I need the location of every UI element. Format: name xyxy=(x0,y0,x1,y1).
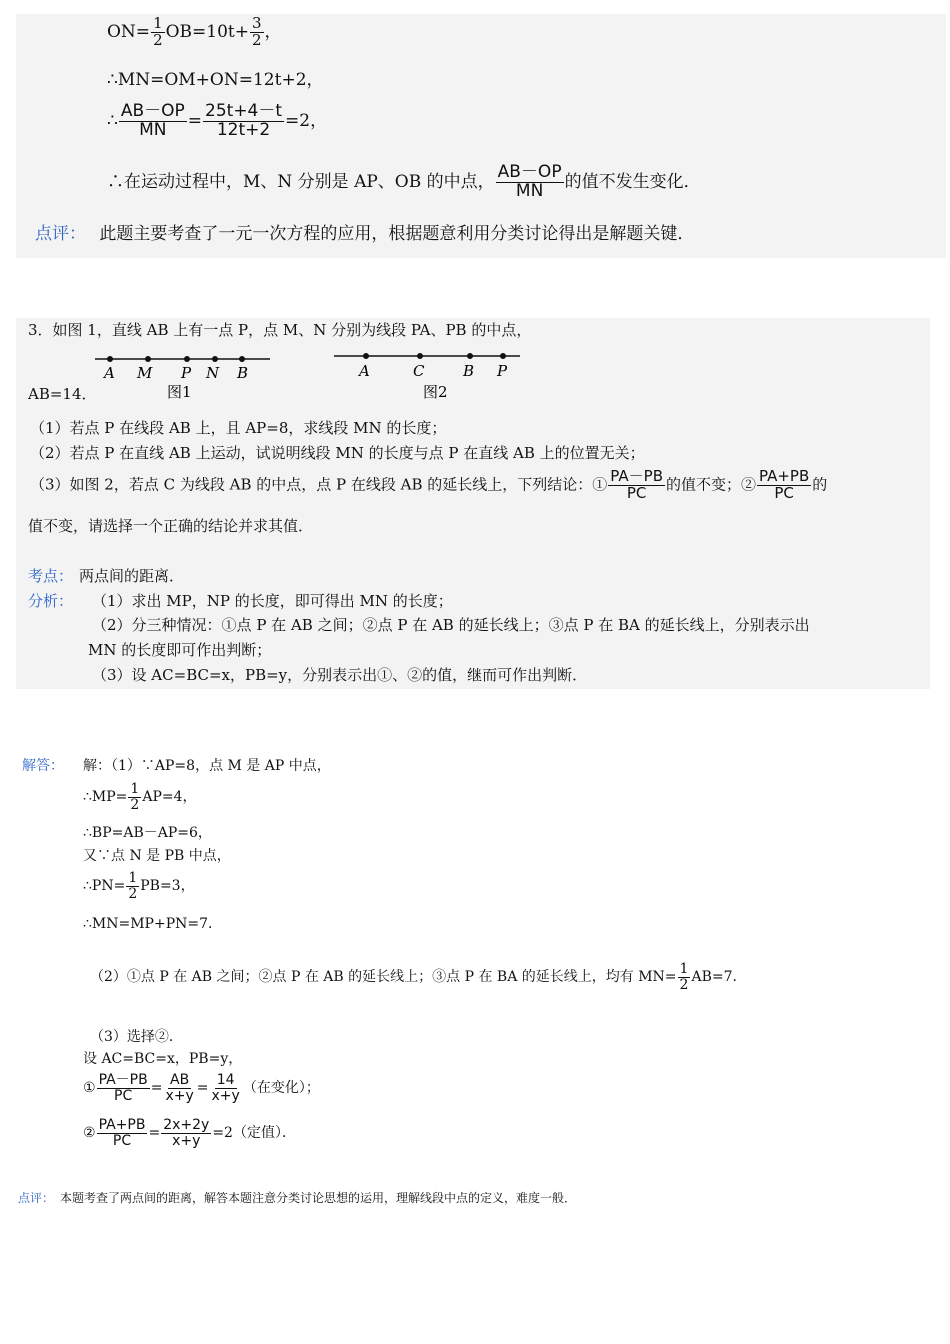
fraction: $\frac{PA-PB}{PC}$ xyxy=(610,467,663,502)
fraction: $\frac{PA-PB}{PC}$ xyxy=(98,1072,148,1104)
point-label: P xyxy=(181,364,192,382)
figure-2 xyxy=(330,345,530,401)
ab-length: AB=14． xyxy=(28,385,97,403)
kaodian-label: 考点： xyxy=(28,567,74,585)
question-stem: 3．如图 1，直线 AB 上有一点 P，点 M、N 分别为线段 PA、PB 的中点， xyxy=(28,321,532,339)
fenxi-2-cont: MN 的长度即可作出判断； xyxy=(88,641,272,659)
figure-1 xyxy=(95,348,280,402)
point-label: N xyxy=(206,364,220,382)
fraction: $\frac{1}{2}$ xyxy=(128,870,138,902)
fraction: $\frac{3}{2}$ xyxy=(252,14,262,49)
answer-part-3: （3）选择②． xyxy=(90,1029,183,1045)
comment-label: 点评： xyxy=(35,224,86,244)
on-equation: ON= $\frac{1}{2}$ OB=10t+ $\frac{3}{2}$ ， xyxy=(107,14,282,49)
fraction: $\frac{1}{2}$ xyxy=(130,781,140,813)
point-label: C xyxy=(413,362,425,380)
answer-line-3: ∴BP=AB－AP=6， xyxy=(83,825,212,841)
fenxi-2: （2）分三种情况：①点 P 在 AB 之间；②点 P 在 AB 的延长线上；③点 P 在 BA 的延长线上，分别表示出 xyxy=(92,616,810,634)
fraction: $\frac{14}{x+y}$ xyxy=(211,1072,240,1104)
answer-comment xyxy=(18,1192,576,1204)
answer-line-5: ∴PN= $\frac{1}{2}$ PB=3， xyxy=(83,870,195,902)
point-label: P xyxy=(497,362,508,380)
figure-caption: 图2 xyxy=(423,383,448,401)
point-label: A xyxy=(104,364,115,382)
comment-text: 此题主要考查了一元一次方程的应用，根据题意利用分类讨论得出是解题关键． xyxy=(99,224,695,244)
comment-label: 点评： xyxy=(18,1191,55,1205)
fenxi-label: 分析： xyxy=(28,592,74,610)
answer-line-1: 解：（1）∵AP=8，点 M 是 AP 中点， xyxy=(83,758,331,774)
top-comment xyxy=(35,226,694,243)
point-label: B xyxy=(237,364,249,382)
answer-part-2: （2）①点 P 在 AB 之间；②点 P 在 AB 的延长线上；③点 P 在 BA 的延长线上，均有 MN= $\frac{1}{2}$ AB=7． xyxy=(90,961,747,993)
question-part-2: （2）若点 P 在直线 AB 上运动，试说明线段 MN 的长度与点 P 在直线 AB 上的位置无关； xyxy=(30,444,645,462)
answer-part-3-setup: 设 AC=BC=x，PB=y， xyxy=(83,1051,243,1067)
fraction: $\frac{AB}{x+y}$ xyxy=(165,1072,194,1104)
question-part-3: （3）如图 2，若点 C 为线段 AB 的中点，点 P 在线段 AB 的延长线上，下列结论：① $\frac{PA-PB}{PC}$ 的值不变；② $\frac{PA+PB}{PC}$ 的 xyxy=(30,467,828,502)
fraction: $\frac{PA+PB}{PC}$ xyxy=(759,467,810,502)
question-part-3-cont: 值不变，请选择一个正确的结论并求其值． xyxy=(28,517,314,535)
point-label: B xyxy=(463,362,475,380)
fraction: $\frac{PA+PB}{PC}$ xyxy=(98,1117,146,1149)
fraction: $\frac{2x+2y}{x+y}$ xyxy=(163,1117,210,1149)
answer-line-4: 又∵点 N 是 PB 中点， xyxy=(83,848,231,864)
ratio-equation: ∴ $\frac{AB-OP}{MN}$ = $\frac{25t+4-t}{12t+2}$ =2， xyxy=(107,101,328,140)
comment-text: 本题考查了两点间的距离，解答本题注意分类讨论思想的运用，理解线段中点的定义，难度一般． xyxy=(60,1191,577,1205)
answer-expression-1: ① $\frac{PA-PB}{PC}$ = $\frac{AB}{x+y}$ = $\frac{14}{x+y}$ （在变化）； xyxy=(83,1072,320,1104)
point-label: M xyxy=(137,364,153,382)
answer-expression-2: ② $\frac{PA+PB}{PC}$ = $\frac{2x+2y}{x+y}$ =2（定值）． xyxy=(83,1117,296,1149)
point-label: A xyxy=(359,362,370,380)
question-part-1: （1）若点 P 在线段 AB 上，且 AP=8，求线段 MN 的长度； xyxy=(30,419,447,437)
fraction: $\frac{1}{2}$ xyxy=(153,14,163,49)
figure-caption: 图1 xyxy=(167,383,192,401)
fraction: $\frac{AB-OP}{MN}$ xyxy=(120,101,185,140)
answer-line-2: ∴MP= $\frac{1}{2}$ AP=4， xyxy=(83,781,197,813)
fraction: $\frac{1}{2}$ xyxy=(679,961,689,993)
answer-label: 解答： xyxy=(22,758,64,774)
answer-line-6: ∴MN=MP+PN=7． xyxy=(83,916,223,932)
fraction: $\frac{25t+4-t}{12t+2}$ xyxy=(205,101,283,140)
conclusion-line: ∴在运动过程中，M、N 分别是 AP、OB 的中点， $\frac{AB-OP}{MN}$ 的值不发生变化． xyxy=(107,162,701,201)
fenxi-1: （1）求出 MP，NP 的长度，即可得出 MN 的长度； xyxy=(92,592,453,610)
kaodian-line: 考点： 两点间的距离． xyxy=(28,567,185,585)
fraction: $\frac{AB-OP}{MN}$ xyxy=(497,162,562,201)
mn-equation: ∴MN=OM+ON=12t+2， xyxy=(107,70,324,90)
fenxi-3: （3）设 AC=BC=x，PB=y，分别表示出①、②的值，继而可作出判断． xyxy=(92,666,588,684)
